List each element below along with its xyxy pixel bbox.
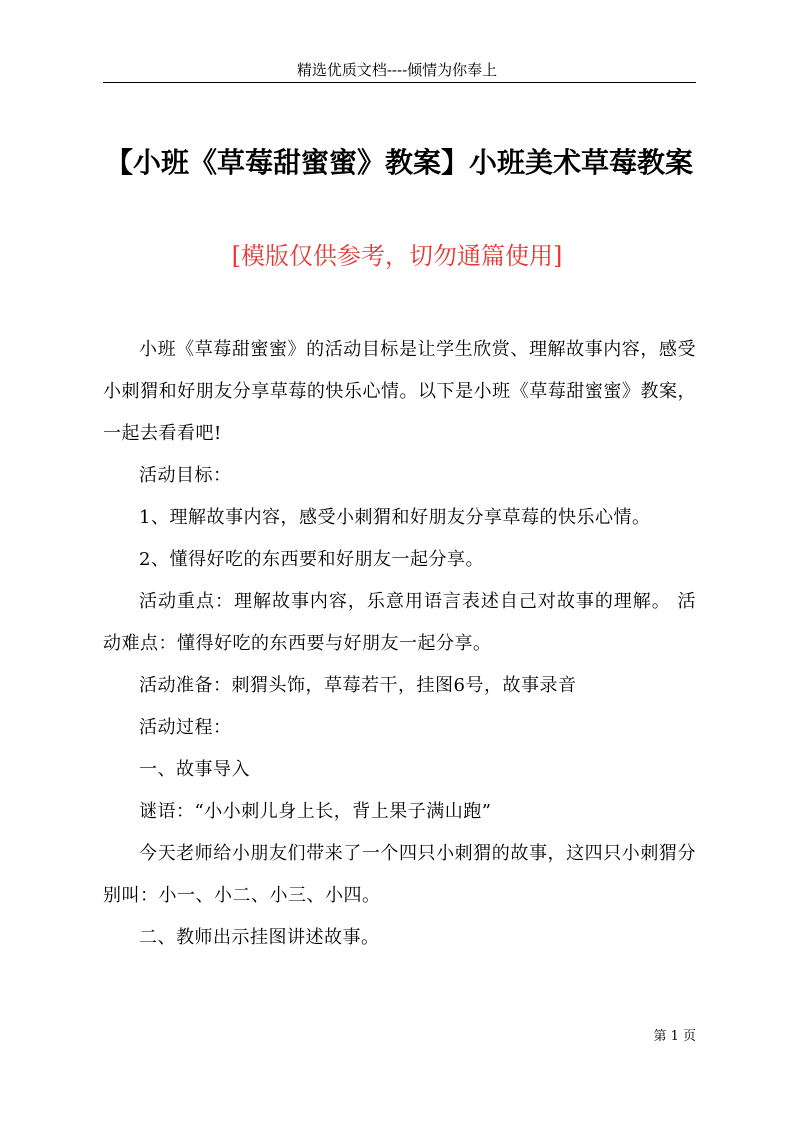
activity-goals-heading: 活动目标：: [139, 465, 232, 486]
header-divider: [103, 82, 696, 83]
story-intro-paragraph: 今天老师给小朋友们带来了一个四只小刺猬的故事，这四只小刺猬分别叫：小一、小二、小三、小四。: [103, 843, 696, 906]
page-number: 第 1 页: [653, 1029, 696, 1044]
template-notice: [模版仅供参考，切勿通篇使用]: [231, 242, 563, 270]
goal-item-1: 1、理解故事内容，感受小刺猬和好朋友分享草莓的快乐心情。: [139, 507, 651, 528]
goal-item-2: 2、懂得好吃的东西要和好朋友一起分享。: [139, 549, 484, 570]
intro-paragraph: 小班《草莓甜蜜蜜》的活动目标是让学生欣赏、理解故事内容，感受小刺猬和好朋友分享草莓的快乐心情。以下是小班《草莓甜蜜蜜》教案，一起去看看吧!: [103, 339, 696, 444]
process-heading: 活动过程：: [139, 717, 232, 738]
preparation-paragraph: 活动准备：刺猬头饰，草莓若干，挂图6号，故事录音: [139, 675, 577, 696]
document-title: 【小班《草莓甜蜜蜜》教案】小班美术草莓教案: [104, 146, 693, 179]
document-body: [103, 329, 696, 959]
step-2-heading: 二、教师出示挂图讲述故事。: [139, 927, 380, 948]
step-1-heading: 一、故事导入: [139, 759, 250, 780]
focus-and-difficulty-paragraph: 活动重点：理解故事内容，乐意用语言表述自己对故事的理解。 活动难点：懂得好吃的东西要与好朋友一起分享。: [103, 591, 696, 654]
page-header-text: 精选优质文档----倾情为你奉上: [296, 61, 498, 79]
riddle-paragraph: 谜语：“小小刺儿身上长，背上果子满山跑”: [139, 801, 492, 822]
